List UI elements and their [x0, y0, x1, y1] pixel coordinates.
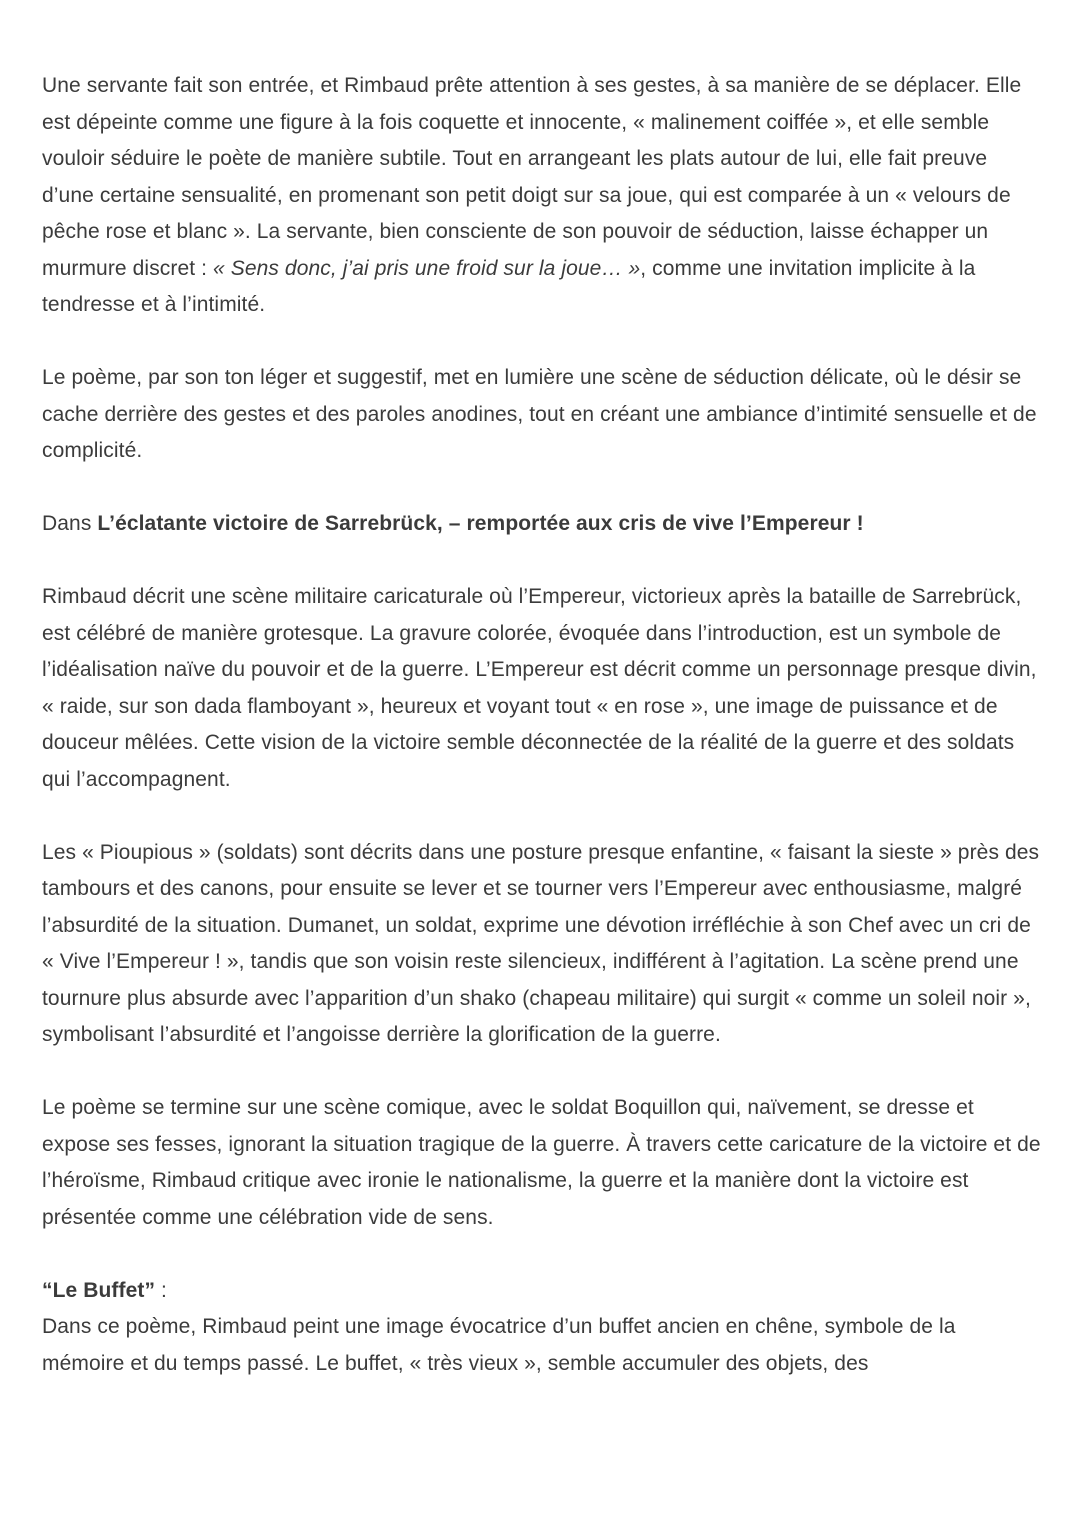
section-heading-buffet: [42, 1273, 1042, 1310]
heading-prefix: Dans: [42, 512, 98, 535]
italic-quote: « Sens donc, j’ai pris une froid sur la joue… »: [213, 256, 641, 280]
paragraph-text: Une servante fait son entrée, et Rimbaud prête attention à ses gestes, à sa manière de se déplacer. Elle est dépeinte comme une figure à la fois coquette et innocente, « malinement coiffée », et elle semble vouloir séduire le poète de manière subtile. Tout en arrangeant les plats autour de lui, elle fait preuve d’une certaine sensualité, en promenant son petit doigt sur sa joue, qui est comparée à un « velours de pêche rose et blanc ». La servante, bien consciente de son pouvoir de séduction, laisse échapper un murmure discret :: [42, 74, 1022, 280]
poem-title: “Le Buffet”: [42, 1278, 156, 1302]
paragraph-buffet: Dans ce poème, Rimbaud peint une image évocatrice d’un buffet ancien en chêne, symbole de la mémoire et du temps passé. Le buffet, « très vieux », semble accumuler des objets, des: [42, 1315, 956, 1375]
paragraph-text: , comme une invitation implicite à la tendresse et à l’intimité.: [42, 256, 976, 316]
paragraph-scene-militaire: Rimbaud décrit une scène militaire caricaturale où l’Empereur, victorieux après la bataille de Sarrebrück, est célébré de manière grotesque. La gravure colorée, évoquée dans l’introduction, est un symbole de l’idéalisation naïve du pouvoir et de la guerre. L’Empereur est décrit comme un personnage presque divin, « raide, sur son dada flamboyant », heureux et voyant tout « en rose », une image de puissance et de douceur mêlées. Cette vision de la victoire semble déconnectée de la réalité de la guerre et des soldats qui l’accompagnent.: [42, 585, 1037, 791]
paragraph-conclusion: Le poème se termine sur une scène comique, avec le soldat Boquillon qui, naïvement, se dresse et expose ses fesses, ignorant la situation tragique de la guerre. À travers cette caricature de la victoire et de l’héroïsme, Rimbaud critique avec ironie le nationalisme, la guerre et la manière dont la victoire est présentée comme une célébration vide de sens.: [42, 1096, 1041, 1229]
paragraph-servante: [42, 68, 1042, 324]
poem-title: L’éclatante victoire de Sarrebrück, – remportée aux cris de vive l’Empereur !: [97, 512, 864, 535]
section-heading-sarrebruck: [42, 506, 1042, 543]
heading-suffix: :: [155, 1278, 167, 1302]
document-body: [42, 68, 1042, 1419]
paragraph-pioupious: Les « Pioupious » (soldats) sont décrits dans une posture presque enfantine, « faisant la sieste » près des tambours et des canons, pour ensuite se lever et se tourner vers l’Empereur avec enthousiasme, malgré l’absurdité de la situation. Dumanet, un soldat, exprime une dévotion irréfléchie à son Chef avec un cri de « Vive l’Empereur ! », tandis que son voisin reste silencieux, indifférent à l’agitation. La scène prend une tournure plus absurde avec l’apparition d’un shako (chapeau militaire) qui surgit « comme un soleil noir », symbolisant l’absurdité et l’angoisse derrière la glorification de la guerre.: [42, 840, 1040, 1046]
paragraph-poeme-ton: Le poème, par son ton léger et suggestif, met en lumière une scène de séduction délicate, où le désir se cache derrière des gestes et des paroles anodines, tout en créant une ambiance d’intimité sensuelle et de complicité.: [42, 366, 1037, 462]
